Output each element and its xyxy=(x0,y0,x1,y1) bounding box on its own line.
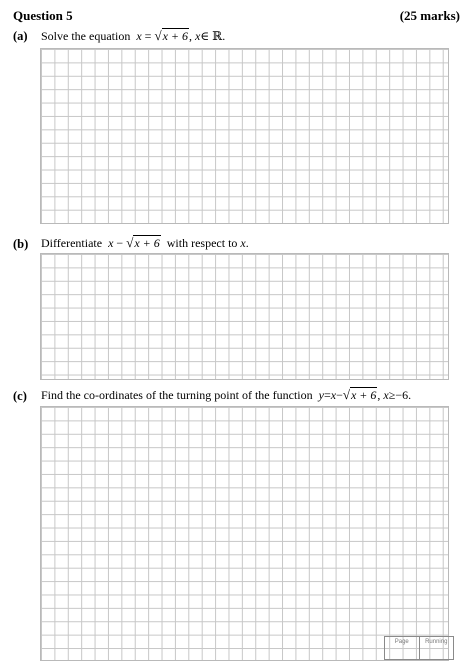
part-a-sqrt xyxy=(154,28,189,44)
part-c-x: x xyxy=(330,388,337,402)
part-b-label: (b) xyxy=(13,237,29,251)
part-c-y: y xyxy=(318,388,324,402)
page-label: Page xyxy=(394,639,409,645)
answer-grid-b[interactable] xyxy=(40,253,449,380)
page-running-box xyxy=(384,636,454,660)
sqrt-icon: √ xyxy=(154,28,162,43)
part-c-x2: x xyxy=(383,388,389,402)
part-b-prompt xyxy=(41,235,249,251)
part-b-end: . xyxy=(245,236,249,250)
running-label: Running xyxy=(419,637,454,659)
part-b-minus: − xyxy=(116,236,124,250)
answer-grid-c[interactable] xyxy=(40,406,449,661)
part-a-x: x xyxy=(136,29,142,43)
part-b-x: x xyxy=(108,236,114,250)
part-b-sqrt xyxy=(126,235,161,251)
part-c-prompt xyxy=(41,387,411,403)
part-b-prefix: Differentiate xyxy=(41,236,103,250)
part-c-bound: −6 xyxy=(395,388,409,402)
part-c-label: (c) xyxy=(13,389,27,403)
part-a-prefix: Solve the equation xyxy=(41,29,131,43)
answer-grid-a[interactable] xyxy=(40,48,449,224)
part-c-radicand: x + 6 xyxy=(350,388,377,402)
sqrt-icon: √ xyxy=(342,387,350,402)
part-a-comma: , xyxy=(189,29,193,43)
part-c-end: . xyxy=(408,388,412,402)
part-a-in: ∈ xyxy=(200,29,210,43)
part-c-sqrt xyxy=(342,387,381,403)
part-a-label: (a) xyxy=(13,29,28,43)
part-a-end: . xyxy=(222,29,226,43)
part-b-suffix: with respect to xyxy=(166,236,238,250)
part-c-comma: , xyxy=(377,388,381,402)
question-marks: (25 marks) xyxy=(399,8,460,23)
part-c-eq: = xyxy=(323,388,331,402)
part-a-eq: = xyxy=(144,29,152,43)
part-b-radicand: x + 6 xyxy=(134,236,160,250)
part-c-minus: − xyxy=(336,388,343,402)
part-a-radicand: x + 6 xyxy=(162,29,189,43)
part-a-x2: x xyxy=(195,29,201,43)
part-c-prefix: Find the co-ordinates of the turning point of the function xyxy=(41,388,313,402)
part-c-geq: ≥ xyxy=(388,388,396,402)
sqrt-icon: √ xyxy=(126,235,134,250)
part-b-var: x xyxy=(240,236,246,250)
part-a-reals: ℝ xyxy=(212,29,223,43)
part-a-prompt xyxy=(41,28,225,44)
question-title: Question 5 xyxy=(13,8,73,23)
